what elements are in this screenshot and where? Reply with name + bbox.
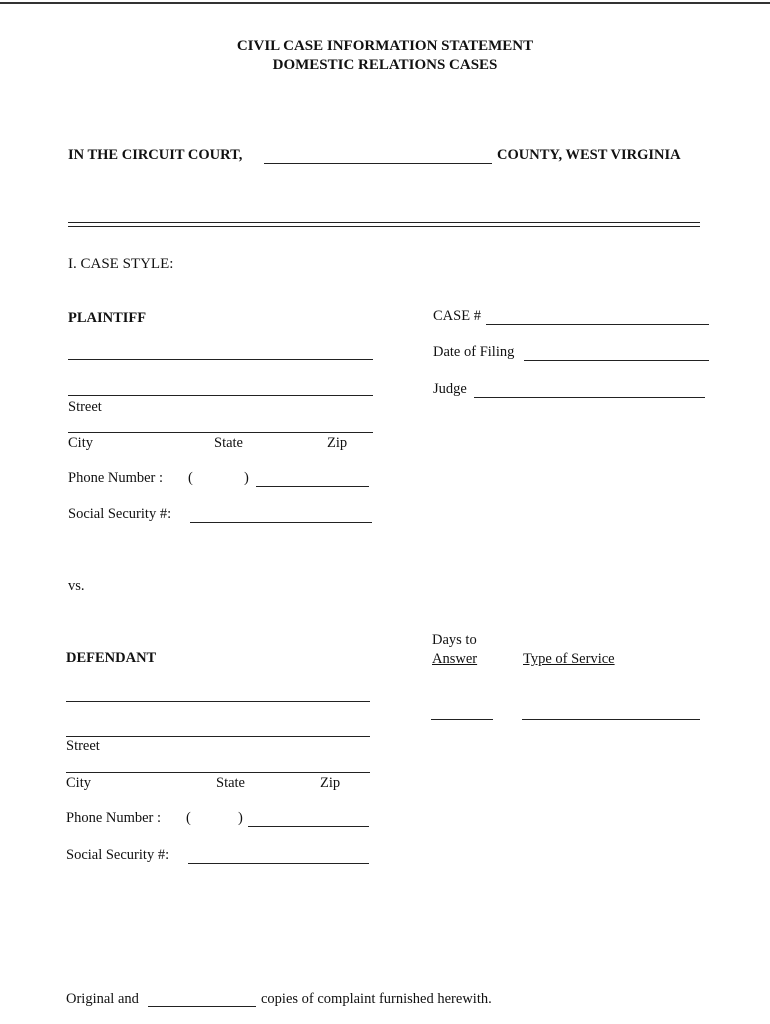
plaintiff-name2-field[interactable] — [68, 377, 373, 396]
date-of-filing-field[interactable] — [524, 342, 709, 361]
defendant-phone-field[interactable] — [248, 808, 369, 827]
defendant-phone-label: Phone Number : — [66, 810, 162, 826]
plaintiff-city-label: City — [68, 435, 93, 451]
plaintiff-zip-label: Zip — [327, 435, 348, 451]
case-number-label: CASE # — [433, 308, 481, 324]
plaintiff-street-label: Street — [68, 399, 102, 415]
type-of-service-field[interactable] — [522, 701, 700, 720]
type-of-service-label: Type of Service — [523, 651, 615, 667]
defendant-phone-close-paren: ) — [238, 810, 243, 826]
county-state-label: COUNTY, WEST VIRGINIA — [497, 147, 681, 163]
defendant-name-field[interactable] — [66, 683, 370, 702]
defendant-heading: DEFENDANT — [66, 650, 157, 666]
defendant-ssn-field[interactable] — [188, 845, 369, 864]
form-subtitle: DOMESTIC RELATIONS CASES — [272, 57, 498, 73]
defendant-zip-label: Zip — [320, 775, 341, 791]
section-divider-bottom — [68, 226, 700, 227]
days-to-answer-field[interactable] — [431, 701, 493, 720]
answer-label: Answer — [432, 651, 478, 667]
plaintiff-ssn-field[interactable] — [190, 504, 372, 523]
original-and-label: Original and — [66, 991, 139, 1007]
versus-label: vs. — [68, 578, 85, 594]
circuit-court-label: IN THE CIRCUIT COURT, — [68, 147, 243, 163]
plaintiff-phone-open-paren: ( — [188, 470, 193, 486]
date-of-filing-label: Date of Filing — [433, 344, 515, 360]
county-field[interactable] — [264, 145, 492, 164]
defendant-phone-open-paren: ( — [186, 810, 191, 826]
plaintiff-heading: PLAINTIFF — [68, 310, 147, 326]
defendant-street-field[interactable] — [66, 754, 370, 773]
plaintiff-phone-close-paren: ) — [244, 470, 249, 486]
plaintiff-street-field[interactable] — [68, 414, 373, 433]
days-to-label: Days to — [432, 632, 477, 648]
case-style-heading: I. CASE STYLE: — [68, 256, 174, 272]
defendant-state-label: State — [216, 775, 245, 791]
defendant-ssn-label: Social Security #: — [66, 847, 170, 863]
plaintiff-area-code-field[interactable] — [196, 467, 240, 485]
plaintiff-name-field[interactable] — [68, 341, 373, 360]
plaintiff-phone-field[interactable] — [256, 468, 369, 487]
copies-of-complaint-label: copies of complaint furnished herewith. — [261, 991, 492, 1007]
plaintiff-ssn-label: Social Security #: — [68, 506, 172, 522]
copies-count-field[interactable] — [148, 988, 256, 1007]
defendant-name2-field[interactable] — [66, 718, 370, 737]
top-border-rule — [0, 2, 770, 4]
form-title: CIVIL CASE INFORMATION STATEMENT — [236, 38, 534, 54]
case-number-field[interactable] — [486, 306, 709, 325]
judge-field[interactable] — [474, 379, 705, 398]
defendant-area-code-field[interactable] — [194, 807, 234, 825]
section-divider-top — [68, 222, 700, 223]
defendant-street-label: Street — [66, 738, 100, 754]
plaintiff-state-label: State — [214, 435, 243, 451]
judge-label: Judge — [433, 381, 467, 397]
plaintiff-phone-label: Phone Number : — [68, 470, 164, 486]
defendant-city-label: City — [66, 775, 91, 791]
